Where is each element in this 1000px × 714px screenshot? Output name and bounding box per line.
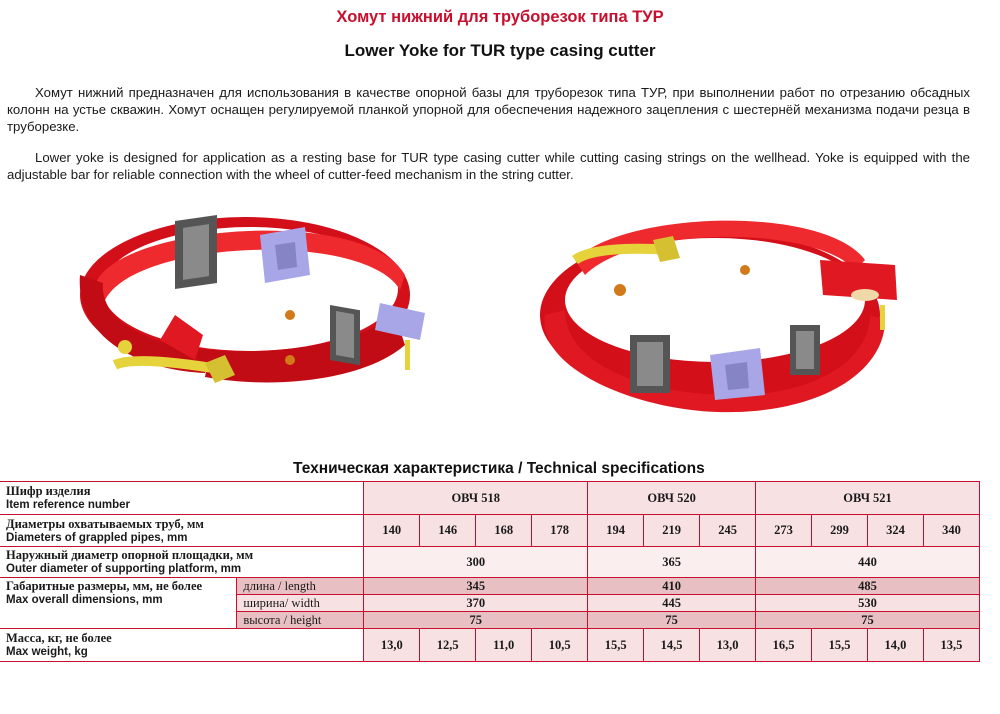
pipe-diameter-cell: 324 [867,515,923,547]
page-title-ru: Хомут нижний для труборезок типа ТУР [336,8,664,26]
yoke-image-closed [525,200,925,425]
platform-cell: 300 [364,547,588,578]
pipe-diameter-cell: 340 [923,515,979,547]
platform-label: Наружный диаметр опорной площадки, мм Outer diameter of supporting platform, mm [0,547,364,578]
spec-title: Техническая характеристика / Technical specifications [293,460,705,477]
dims-label: Габаритные размеры, мм, не более Max overall dimensions, mm [0,578,237,629]
length-cell: 345 [364,578,588,595]
weight-cell: 14,0 [867,629,923,662]
description-en: Lower yoke is designed for application as a resting base for TUR type casing cutter while cutting casing strings on the wellhead. Yoke is equipped with the adjustable bar for reliable connection with the wheel of cutter-feed mechanism in the string cutter. [7,150,970,182]
model-cell: ОВЧ 521 [756,482,980,515]
weight-cell: 13,0 [364,629,420,662]
weight-cell: 13,5 [923,629,979,662]
item-label: Шифр изделия Item reference number [0,482,364,515]
pipe-diameter-cell: 140 [364,515,420,547]
height-cell: 75 [588,612,756,629]
table-row [0,482,980,515]
description-ru: Хомут нижний предназначен для использования в качестве опорной базы для труборезок типа ТУР, при выполнении работ по отрезанию обсадных колонн на устье скважин. Хомут оснащен регулируемой планкой упорной для обеспечения надежного зацепления с шестернёй механизма подачи резца в труборезке. [7,85,970,134]
pipe-diameter-cell: 219 [644,515,700,547]
pipes-label: Диаметры охватываемых труб, мм Diameters of grappled pipes, mm [0,515,364,547]
pipe-diameter-cell: 273 [756,515,812,547]
pipe-diameter-cell: 194 [588,515,644,547]
page-title-en: Lower Yoke for TUR type casing cutter [344,41,656,60]
weight-cell: 11,0 [476,629,532,662]
table-row [0,547,980,578]
pipe-diameter-cell: 245 [700,515,756,547]
length-label: длина / length [237,578,364,595]
platform-cell: 440 [756,547,980,578]
width-label: ширина/ width [237,595,364,612]
height-label: высота / height [237,612,364,629]
pipe-diameter-cell: 168 [476,515,532,547]
platform-cell: 365 [588,547,756,578]
length-cell: 485 [756,578,980,595]
weight-cell: 12,5 [420,629,476,662]
pipe-diameter-cell: 178 [532,515,588,547]
pipe-diameter-cell: 299 [812,515,868,547]
table-row [0,629,980,662]
weight-cell: 14,5 [644,629,700,662]
weight-cell: 15,5 [588,629,644,662]
spec-table [0,481,980,662]
width-cell: 530 [756,595,980,612]
width-cell: 370 [364,595,588,612]
table-row [0,578,980,595]
length-cell: 410 [588,578,756,595]
table-row [0,515,980,547]
weight-label: Масса, кг, не более Max weight, kg [0,629,364,662]
weight-cell: 10,5 [532,629,588,662]
yoke-image-open [75,205,450,415]
pipe-diameter-cell: 146 [420,515,476,547]
model-cell: ОВЧ 520 [588,482,756,515]
weight-cell: 16,5 [756,629,812,662]
height-cell: 75 [756,612,980,629]
weight-cell: 13,0 [700,629,756,662]
weight-cell: 15,5 [812,629,868,662]
model-cell: ОВЧ 518 [364,482,588,515]
height-cell: 75 [364,612,588,629]
width-cell: 445 [588,595,756,612]
